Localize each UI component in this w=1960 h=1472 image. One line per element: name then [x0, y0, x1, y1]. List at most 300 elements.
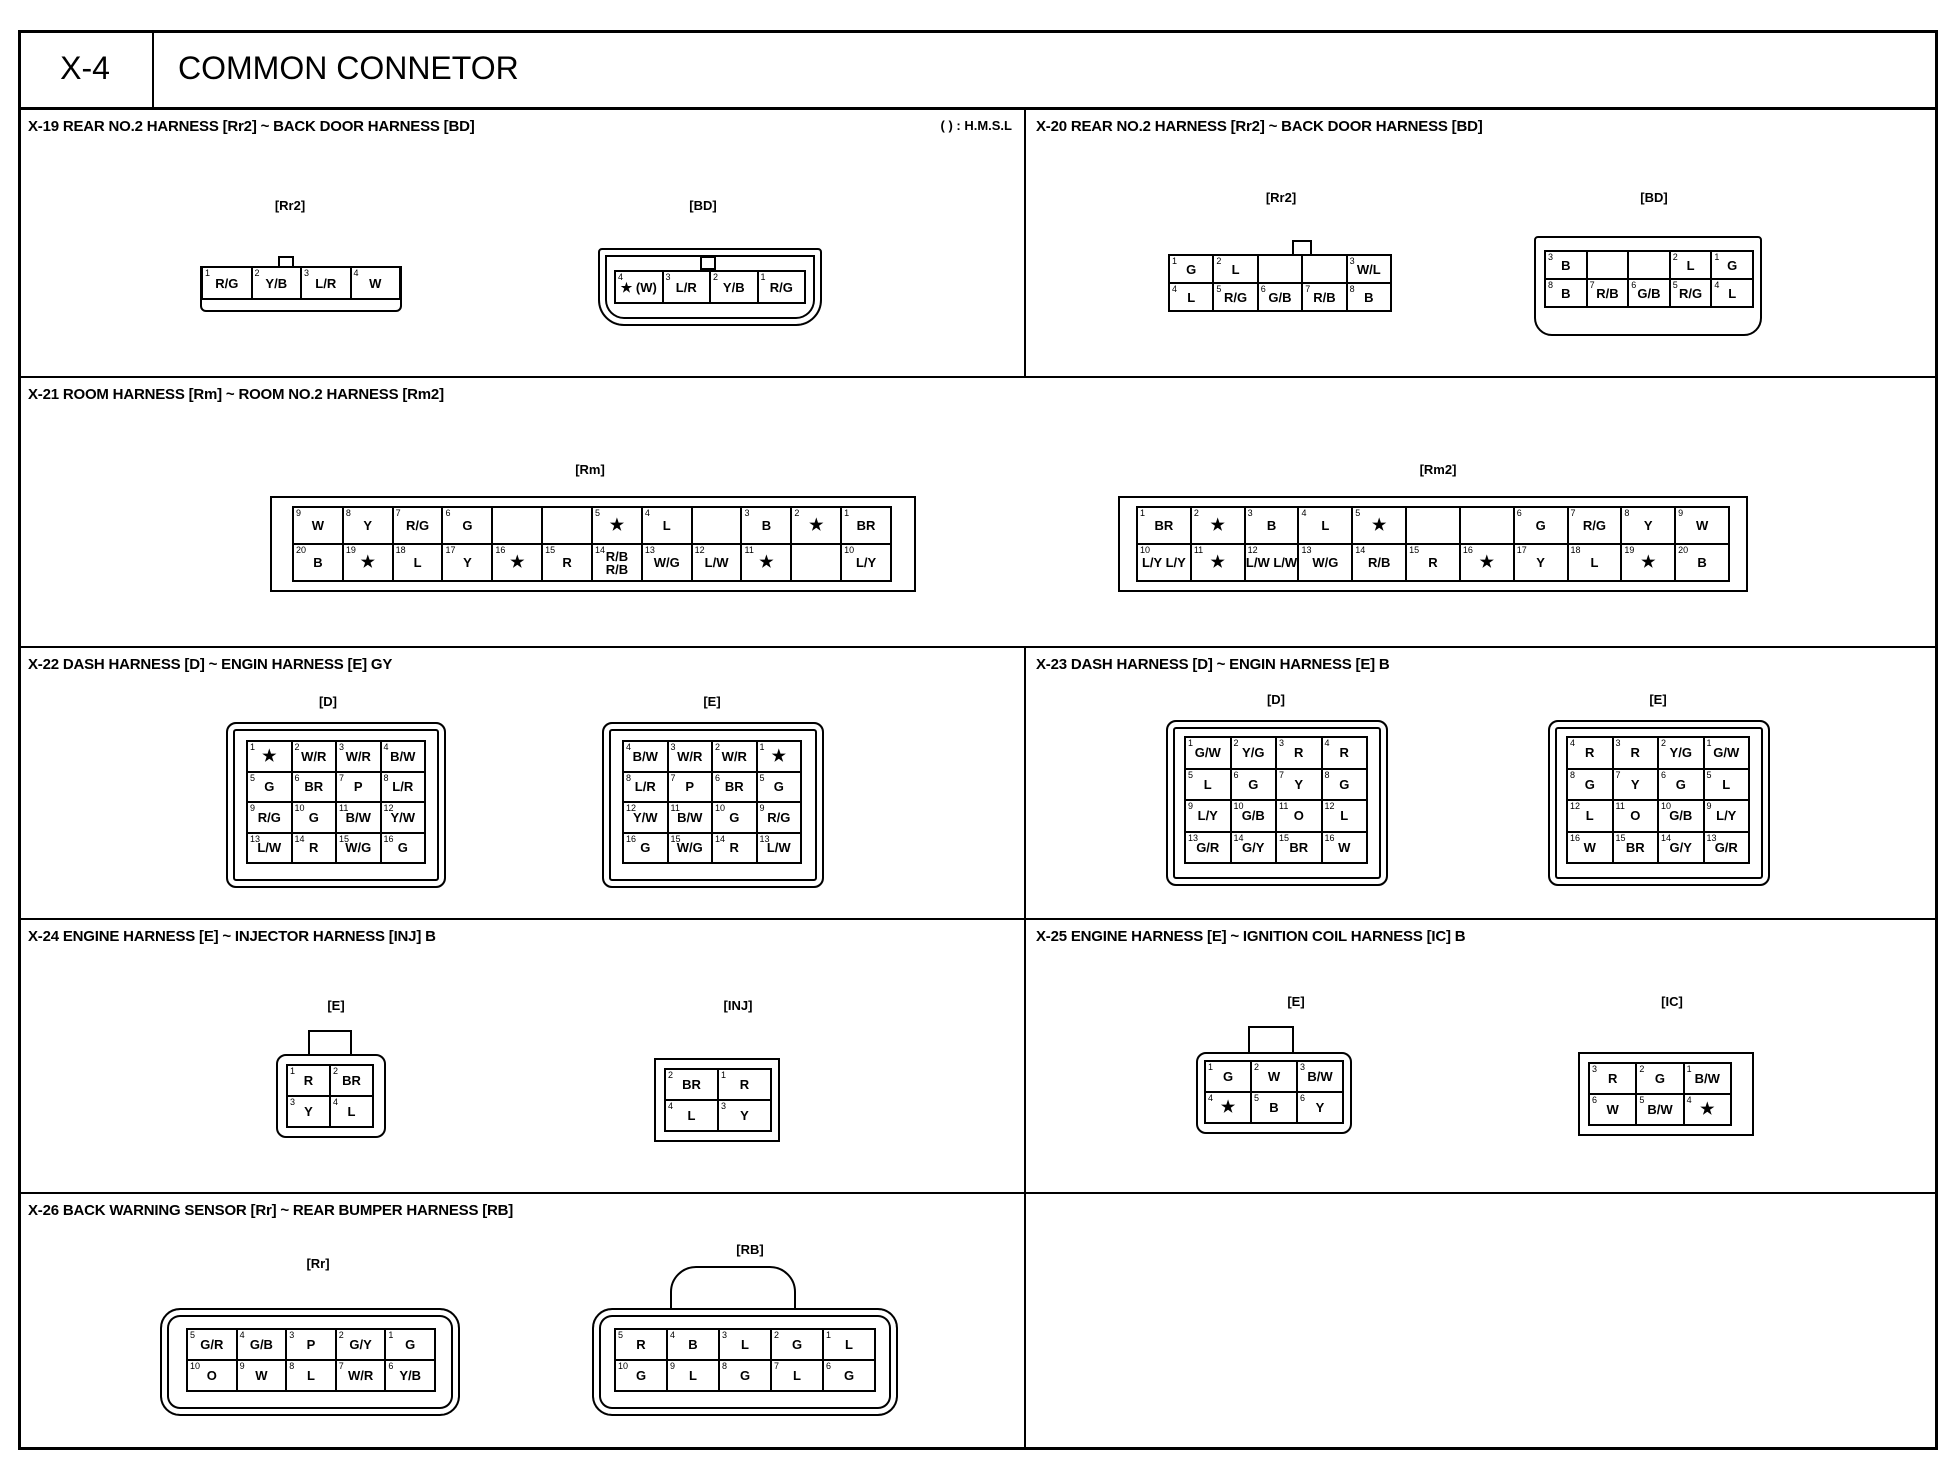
pin-cell — [1246, 508, 1300, 545]
pin-number: 19 — [1624, 545, 1635, 555]
pin-number: 6 — [1516, 508, 1522, 518]
pin-cell — [1170, 284, 1214, 312]
pin-number: 11 — [1615, 801, 1625, 811]
pin-number: 15 — [1409, 545, 1420, 555]
pin-grid — [186, 1328, 436, 1392]
pin-cell — [1461, 508, 1515, 545]
pin-cell — [1303, 284, 1347, 312]
pin-cell — [1192, 545, 1246, 582]
pin-cell — [337, 1330, 387, 1361]
pin-number: 10 — [1661, 801, 1672, 811]
wire-color: R/B — [1313, 289, 1336, 305]
wire-color: BR — [724, 779, 744, 795]
pin-cell — [668, 1330, 720, 1361]
pin-number: 5 — [594, 508, 600, 518]
pin-cell — [1588, 252, 1630, 280]
pin-cell — [643, 508, 693, 545]
wire-color: Y/B — [399, 1368, 422, 1383]
panel-x22 — [18, 648, 1026, 920]
connector-label: [E] — [1287, 994, 1305, 1009]
pin-cell — [669, 834, 714, 865]
pin-number: 7 — [395, 508, 401, 518]
wire-color: G/B — [1241, 808, 1265, 824]
wire-color: Y/W — [632, 809, 658, 825]
wire-color: L — [1585, 808, 1594, 824]
pin-number: 3 — [1279, 738, 1285, 748]
pin-number: 6 — [1233, 769, 1239, 780]
pin-number: 8 — [345, 508, 351, 518]
pin-number: 1 — [1208, 1062, 1214, 1072]
connector-e — [256, 998, 416, 1178]
pin-cell — [1568, 738, 1614, 770]
pin-number: 15 — [339, 833, 350, 844]
wire-color: L/Y — [1197, 808, 1218, 824]
connector-rm2 — [1118, 462, 1758, 642]
pin-number: 11 — [670, 803, 680, 813]
pin-cell — [1515, 545, 1569, 582]
pin-cell — [1588, 280, 1630, 308]
pin-number: 10 — [190, 1361, 201, 1371]
pin-cell — [293, 773, 338, 804]
connector-rr2 — [1166, 190, 1396, 360]
wire-color: O — [206, 1368, 217, 1383]
page-title: COMMON CONNETOR — [154, 30, 1938, 110]
pin-number: 11 — [744, 545, 754, 555]
wire-color: G — [1584, 776, 1595, 792]
pin-cell — [772, 1330, 824, 1361]
pin-cell — [394, 508, 444, 545]
wire-color: ★ — [1700, 1101, 1715, 1118]
pin-number: 10 — [294, 803, 305, 813]
pin-number: 3 — [1592, 1064, 1598, 1074]
wire-color: R — [729, 840, 739, 856]
pin-number: 10 — [715, 803, 726, 813]
pin-number: 2 — [774, 1330, 780, 1340]
pin-cell — [664, 272, 712, 304]
pin-number: 5 — [1254, 1093, 1260, 1103]
pin-number: 4 — [670, 1330, 676, 1340]
wire-color: G/W — [1713, 745, 1740, 761]
wire-color: G/B — [1268, 289, 1292, 305]
wire-color: L/Y — [1716, 808, 1737, 824]
wire-color: W — [1695, 518, 1709, 533]
wire-color: B — [1697, 555, 1707, 570]
wire-color: L — [1187, 289, 1196, 305]
pin-number: 3 — [1300, 1062, 1306, 1072]
pin-cell — [293, 834, 338, 865]
wire-color: Y — [1536, 555, 1545, 570]
pin-number: 12 — [694, 545, 705, 555]
pin-number: 5 — [1188, 769, 1194, 780]
pin-number: 5 — [190, 1330, 196, 1340]
wire-color: L — [347, 1104, 356, 1119]
pin-cell — [1637, 1064, 1684, 1095]
pin-cell — [792, 508, 842, 545]
connector-label: [E] — [703, 694, 721, 709]
wire-color: G/B — [1669, 808, 1693, 824]
wire-color: ★ — [1210, 554, 1225, 571]
pin-number: 2 — [794, 508, 800, 518]
pin-cell — [666, 1070, 719, 1101]
connector-e — [1538, 692, 1778, 912]
wire-color: Y — [463, 555, 472, 570]
pin-number: 8 — [1624, 508, 1630, 518]
pin-cell — [1303, 256, 1347, 284]
wire-color: Y — [740, 1108, 749, 1123]
pin-number: 15 — [1615, 832, 1626, 843]
pin-cell — [792, 545, 842, 582]
connector-inj — [648, 998, 828, 1178]
wire-color: Y — [1643, 518, 1653, 533]
pin-number: 3 — [721, 1101, 727, 1111]
wire-color: R — [1607, 1071, 1618, 1086]
connector-label: [IC] — [1661, 994, 1683, 1009]
pin-cell — [386, 1330, 436, 1361]
pin-cell — [1138, 508, 1192, 545]
wire-color: P — [306, 1337, 316, 1352]
pin-cell — [693, 508, 743, 545]
wire-color: L/W — [257, 840, 282, 856]
wire-color: G/R — [1196, 839, 1220, 855]
wire-color: L — [741, 1337, 749, 1352]
pin-number: 7 — [338, 1361, 344, 1371]
pin-number: 6 — [715, 772, 721, 783]
pin-cell — [248, 834, 293, 865]
pin-cell — [1590, 1064, 1637, 1095]
pin-number: 15 — [670, 833, 681, 844]
wire-color: ★ — [1210, 517, 1225, 534]
pin-cell — [1138, 545, 1192, 582]
pin-cell — [1323, 801, 1369, 833]
wire-color: G — [640, 840, 651, 856]
wire-color: G — [729, 809, 740, 825]
pin-cell — [1186, 770, 1232, 802]
pin-cell — [1705, 801, 1751, 833]
pin-number: 9 — [296, 508, 302, 518]
wire-color: W/R — [721, 748, 747, 764]
pin-number: 8 — [383, 772, 389, 783]
wire-color: G — [264, 779, 275, 795]
wire-color: ★ — [609, 517, 625, 534]
wire-color: ★ (W) — [620, 279, 657, 295]
wire-color: L — [689, 1368, 697, 1383]
wire-color: L — [1321, 518, 1330, 533]
pin-grid — [1184, 736, 1368, 864]
wire-color: B — [1364, 289, 1374, 305]
pin-number: 9 — [250, 803, 256, 813]
pin-number: 20 — [296, 545, 307, 555]
pin-number: 1 — [759, 742, 765, 752]
wire-color: B — [1561, 285, 1571, 301]
connector-latch — [700, 256, 716, 270]
pin-cell — [1659, 833, 1705, 865]
pin-cell — [669, 742, 714, 773]
pin-number: 4 — [668, 1101, 674, 1111]
pin-cell — [711, 272, 759, 304]
pin-number: 5 — [1355, 508, 1361, 518]
pin-number: 5 — [1706, 769, 1712, 780]
pin-number: 16 — [1462, 545, 1473, 555]
pin-number: 6 — [1631, 280, 1637, 290]
pin-number: 2 — [1254, 1062, 1260, 1072]
pin-number: 8 — [1324, 769, 1330, 780]
pin-cell — [713, 834, 758, 865]
wire-color: L/Y L/Y — [1141, 555, 1186, 570]
pin-cell — [337, 1361, 387, 1392]
pin-number: 3 — [289, 1330, 295, 1340]
pin-cell — [238, 1361, 288, 1392]
wire-color: G — [1339, 776, 1350, 792]
connector-rb — [590, 1242, 910, 1442]
wire-color: R/G — [769, 279, 793, 295]
wire-color: W — [1267, 1069, 1281, 1084]
pin-cell — [1298, 1062, 1344, 1093]
wire-color: G — [462, 518, 473, 533]
pin-number: 6 — [1592, 1095, 1598, 1105]
pin-number: 7 — [339, 772, 345, 783]
pin-cell — [593, 508, 643, 545]
pin-cell — [719, 1101, 772, 1132]
pin-cell — [720, 1361, 772, 1392]
pin-cell — [352, 268, 402, 300]
pin-grid — [614, 1328, 876, 1392]
panel-title: X-24 ENGINE HARNESS [E] ~ INJECTOR HARNESS [INJ] B — [28, 928, 436, 945]
wire-color: B/W — [1307, 1069, 1333, 1084]
pin-cell — [758, 773, 803, 804]
pin-cell — [1515, 508, 1569, 545]
pin-number: 4 — [644, 508, 650, 518]
pin-number: 5 — [1672, 280, 1678, 290]
pin-number: 1 — [760, 272, 766, 282]
connector-rr — [158, 1256, 478, 1446]
wire-color: R — [309, 840, 319, 856]
pin-number: 2 — [715, 742, 721, 752]
panel-title: X-23 DASH HARNESS [D] ~ ENGIN HARNESS [E] B — [1036, 656, 1390, 673]
pin-number: 3 — [1247, 508, 1253, 518]
connector-e — [1196, 994, 1396, 1174]
wire-color: W — [1606, 1102, 1619, 1117]
pin-cell — [1246, 545, 1300, 582]
wire-color: G — [1535, 518, 1546, 533]
pin-number: 5 — [250, 772, 256, 783]
wire-color: L — [413, 555, 422, 570]
pin-number: 2 — [333, 1066, 339, 1076]
pin-number: 14 — [1355, 545, 1366, 555]
pin-number: 9 — [1678, 508, 1684, 518]
pin-number: 4 — [618, 272, 624, 282]
wire-color: B/W — [345, 809, 371, 825]
wire-color: L — [307, 1368, 315, 1383]
pin-cell — [1671, 280, 1713, 308]
wire-color: Y/G — [1242, 745, 1265, 761]
pin-cell — [1186, 801, 1232, 833]
pin-number: 6 — [826, 1361, 832, 1371]
pin-cell — [293, 742, 338, 773]
pin-cell — [624, 834, 669, 865]
wire-color: L/R — [315, 275, 337, 291]
pin-number: 16 — [626, 833, 637, 844]
pin-cell — [287, 1330, 337, 1361]
pin-grid — [292, 506, 892, 582]
pin-cell — [1629, 252, 1671, 280]
wire-color: P — [353, 779, 363, 795]
wire-color: G/B — [1637, 285, 1661, 301]
pin-cell — [1622, 545, 1676, 582]
pin-cell — [1614, 801, 1660, 833]
pin-number: 7 — [1589, 280, 1595, 290]
pin-cell — [1659, 801, 1705, 833]
pin-number: 5 — [618, 1330, 624, 1340]
pin-number: 7 — [670, 772, 676, 783]
pin-cell — [1277, 801, 1323, 833]
pin-number: 12 — [1247, 545, 1258, 555]
wire-color: R — [1294, 745, 1304, 761]
connector-e — [592, 694, 832, 914]
pin-cell — [1232, 770, 1278, 802]
pin-number: 13 — [1301, 545, 1312, 555]
wire-color: B/W — [1647, 1102, 1673, 1117]
wire-color: W/G — [676, 840, 703, 856]
pin-cell — [1614, 738, 1660, 770]
pin-grid — [246, 740, 426, 864]
pin-cell — [1299, 508, 1353, 545]
pin-cell — [337, 803, 382, 834]
pin-cell — [1671, 252, 1713, 280]
panel-title: X-25 ENGINE HARNESS [E] ~ IGNITION COIL HARNESS [IC] B — [1036, 928, 1466, 945]
pin-cell — [382, 803, 427, 834]
wire-color: G — [405, 1337, 416, 1352]
pin-cell — [1252, 1093, 1298, 1124]
connector-label: [BD] — [1640, 190, 1668, 205]
pin-number: 1 — [1706, 738, 1712, 748]
wire-color: BR — [304, 779, 324, 795]
pin-grid — [1204, 1060, 1344, 1124]
pin-number: 11 — [1193, 545, 1204, 555]
wire-color: R/G — [1582, 518, 1606, 533]
wire-color: W/G — [345, 840, 372, 856]
wire-color: B/W — [632, 748, 658, 764]
wire-color: O — [1630, 808, 1641, 824]
pin-number: 6 — [1260, 284, 1266, 294]
wire-color: R/G — [1224, 289, 1248, 305]
pin-cell — [1277, 770, 1323, 802]
pin-number: 1 — [1188, 738, 1194, 748]
pin-grid — [614, 270, 806, 304]
pin-cell — [331, 1097, 374, 1128]
wire-color: L — [793, 1368, 801, 1383]
pin-cell — [493, 508, 543, 545]
pin-number: 11 — [1279, 801, 1289, 811]
pin-cell — [1277, 738, 1323, 770]
panel-x19 — [18, 110, 1026, 378]
pin-number: 14 — [715, 833, 726, 844]
wire-color: W/R — [345, 748, 371, 764]
pin-cell — [1659, 738, 1705, 770]
pin-number: 1 — [388, 1330, 394, 1340]
pin-cell — [1323, 833, 1369, 865]
pin-cell — [302, 268, 352, 300]
wire-color: G — [843, 1368, 855, 1383]
pin-number: 7 — [1570, 508, 1576, 518]
pin-number: 7 — [1305, 284, 1311, 294]
pin-cell — [759, 272, 807, 304]
pin-number: 13 — [1188, 832, 1199, 843]
pin-number: 3 — [1615, 738, 1621, 748]
pin-cell — [1186, 738, 1232, 770]
wire-color: ★ — [1641, 554, 1656, 571]
connector-rm — [250, 462, 930, 642]
wire-color: G/R — [1714, 839, 1738, 855]
pin-number: 4 — [1208, 1093, 1214, 1103]
pin-number: 7 — [774, 1361, 780, 1371]
wire-color: R — [636, 1337, 646, 1352]
pin-cell — [1206, 1093, 1252, 1124]
pin-number: 3 — [1349, 256, 1355, 266]
wire-color: L — [1590, 555, 1599, 570]
pin-number: 2 — [254, 268, 260, 278]
pin-cell — [294, 508, 344, 545]
pin-cell — [669, 803, 714, 834]
pin-cell — [824, 1361, 876, 1392]
pin-cell — [331, 1066, 374, 1097]
wire-color: W — [311, 518, 325, 533]
connector-label: [INJ] — [723, 998, 753, 1013]
pin-number: 4 — [1714, 280, 1720, 290]
pin-cell — [1712, 280, 1754, 308]
pin-cell — [1214, 284, 1258, 312]
pin-number: 2 — [1193, 508, 1199, 518]
pin-number: 12 — [1570, 801, 1581, 811]
panel-x20 — [1026, 110, 1938, 378]
pin-cell — [624, 803, 669, 834]
wire-color: L — [1231, 261, 1240, 277]
wire-color: W/G — [1312, 555, 1339, 570]
pin-cell — [643, 545, 693, 582]
pin-cell — [719, 1070, 772, 1101]
pin-cell — [1323, 770, 1369, 802]
pin-cell — [1659, 770, 1705, 802]
pin-grid — [664, 1068, 772, 1132]
pin-cell — [543, 545, 593, 582]
pin-number: 13 — [644, 545, 655, 555]
wire-color: R — [1585, 745, 1595, 761]
wire-color: L/W — [704, 555, 729, 570]
pin-number: 14 — [594, 545, 605, 555]
pin-cell — [344, 545, 394, 582]
wire-color: ★ — [1372, 517, 1387, 534]
pin-number: 19 — [345, 545, 356, 555]
wire-color: R/G — [1679, 285, 1703, 301]
pin-number: 6 — [388, 1361, 394, 1371]
pin-number: 5 — [759, 772, 765, 783]
page-code: X-4 — [18, 30, 154, 110]
wire-color: L — [1340, 808, 1349, 824]
pin-cell — [188, 1330, 238, 1361]
wire-color: G/Y — [349, 1337, 372, 1352]
pin-number: 7 — [1279, 769, 1285, 780]
pin-number: 1 — [290, 1066, 296, 1076]
wire-color: W — [1338, 839, 1351, 855]
pin-cell — [1206, 1062, 1252, 1093]
pin-number: 1 — [1172, 256, 1178, 266]
pin-number: 1 — [844, 508, 850, 518]
pin-number: 14 — [294, 833, 305, 844]
connector-label: [E] — [1649, 692, 1667, 707]
pin-cell — [337, 773, 382, 804]
pin-grid — [201, 266, 401, 300]
connector-label: [Rm2] — [1419, 462, 1457, 477]
wire-color: R — [1428, 555, 1438, 570]
